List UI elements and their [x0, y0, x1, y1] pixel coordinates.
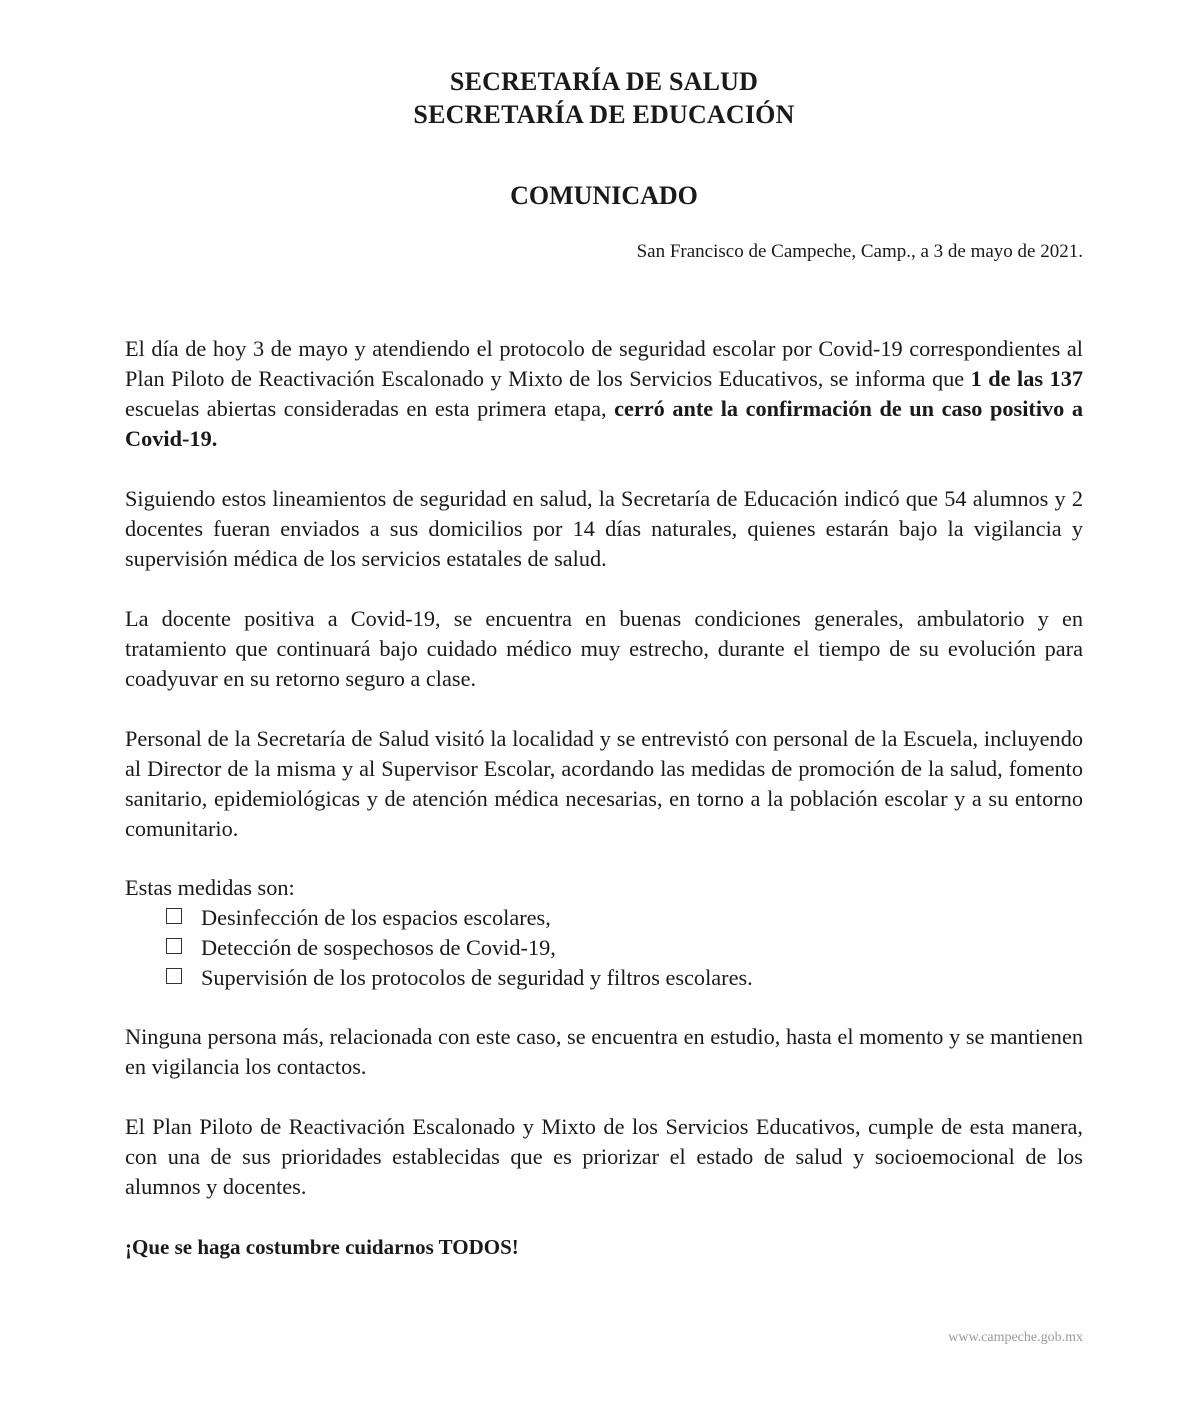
- measure-item: [166, 933, 753, 963]
- paragraph-announcement-bold-closure: cerró ante la confirmación de un caso positivo a Covid-19.: [125, 396, 1083, 451]
- measures-list: [166, 903, 753, 993]
- measure-item: [166, 903, 753, 933]
- checkbox-icon: [166, 938, 182, 954]
- document-title: COMUNICADO: [510, 181, 698, 210]
- paragraph-health-visit: Personal de la Secretaría de Salud visitó la localidad y se entrevistó con personal de la Escuela, incluyendo al Director de la misma y al Supervisor Escolar, acordando las medidas de promoción de la salud, fomento sanitario, epidemiológicas y de atención médica necesarias, en torno a la población escolar y a su entorno comunitario.: [125, 726, 1083, 841]
- measures-intro: Estas medidas son:: [125, 875, 295, 900]
- measure-label: Supervisión de los protocolos de seguridad y filtros escolares.: [201, 965, 753, 990]
- closing-slogan: ¡Que se haga costumbre cuidarnos TODOS!: [125, 1235, 519, 1259]
- footer-url: www.campeche.gob.mx: [948, 1330, 1083, 1345]
- date-line: San Francisco de Campeche, Camp., a 3 de mayo de 2021.: [636, 241, 1083, 262]
- paragraph-teacher-status: La docente positiva a Covid-19, se encuentra en buenas condiciones generales, ambulatorio y en tratamiento que continuará bajo cuidado médico muy estrecho, durante el tiempo de su evolución para coadyuvar en su retorno seguro a clase.: [125, 606, 1083, 691]
- measure-label: Desinfección de los espacios escolares,: [201, 905, 551, 930]
- header-line-educacion: SECRETARÍA DE EDUCACIÓN: [413, 100, 795, 129]
- measure-label: Detección de sospechosos de Covid-19,: [201, 935, 556, 960]
- checkbox-icon: [166, 968, 182, 984]
- paragraph-guidelines: Siguiendo estos lineamientos de seguridad en salud, la Secretaría de Educación indicó que 54 alumnos y 2 docentes fueran enviados a sus domicilios por 14 días naturales, quienes estarán bajo la vigilancia y supervisión médica de los servicios estatales de salud.: [125, 486, 1083, 571]
- paragraph-plan-priorities: El Plan Piloto de Reactivación Escalonado y Mixto de los Servicios Educativos, cumple de esta manera, con una de sus prioridades establecidas que es priorizar el estado de salud y socioemocional de los alumnos y docentes.: [125, 1114, 1083, 1199]
- paragraph-announcement: [125, 334, 1083, 454]
- paragraph-announcement-part2: escuelas abiertas consideradas en esta primera etapa,: [125, 396, 615, 421]
- paragraph-announcement-part1: El día de hoy 3 de mayo y atendiendo el protocolo de seguridad escolar por Covid-19 correspondientes al Plan Piloto de Reactivación Escalonado y Mixto de los Servicios Educativos, se informa que: [125, 336, 1083, 391]
- paragraph-no-more-cases: Ninguna persona más, relacionada con este caso, se encuentra en estudio, hasta el momento y se mantienen en vigilancia los contactos.: [125, 1024, 1083, 1079]
- measure-item: [166, 963, 753, 993]
- paragraph-announcement-bold-count: 1 de las 137: [970, 366, 1083, 391]
- header-line-salud: SECRETARÍA DE SALUD: [449, 67, 759, 96]
- checkbox-icon: [166, 908, 182, 924]
